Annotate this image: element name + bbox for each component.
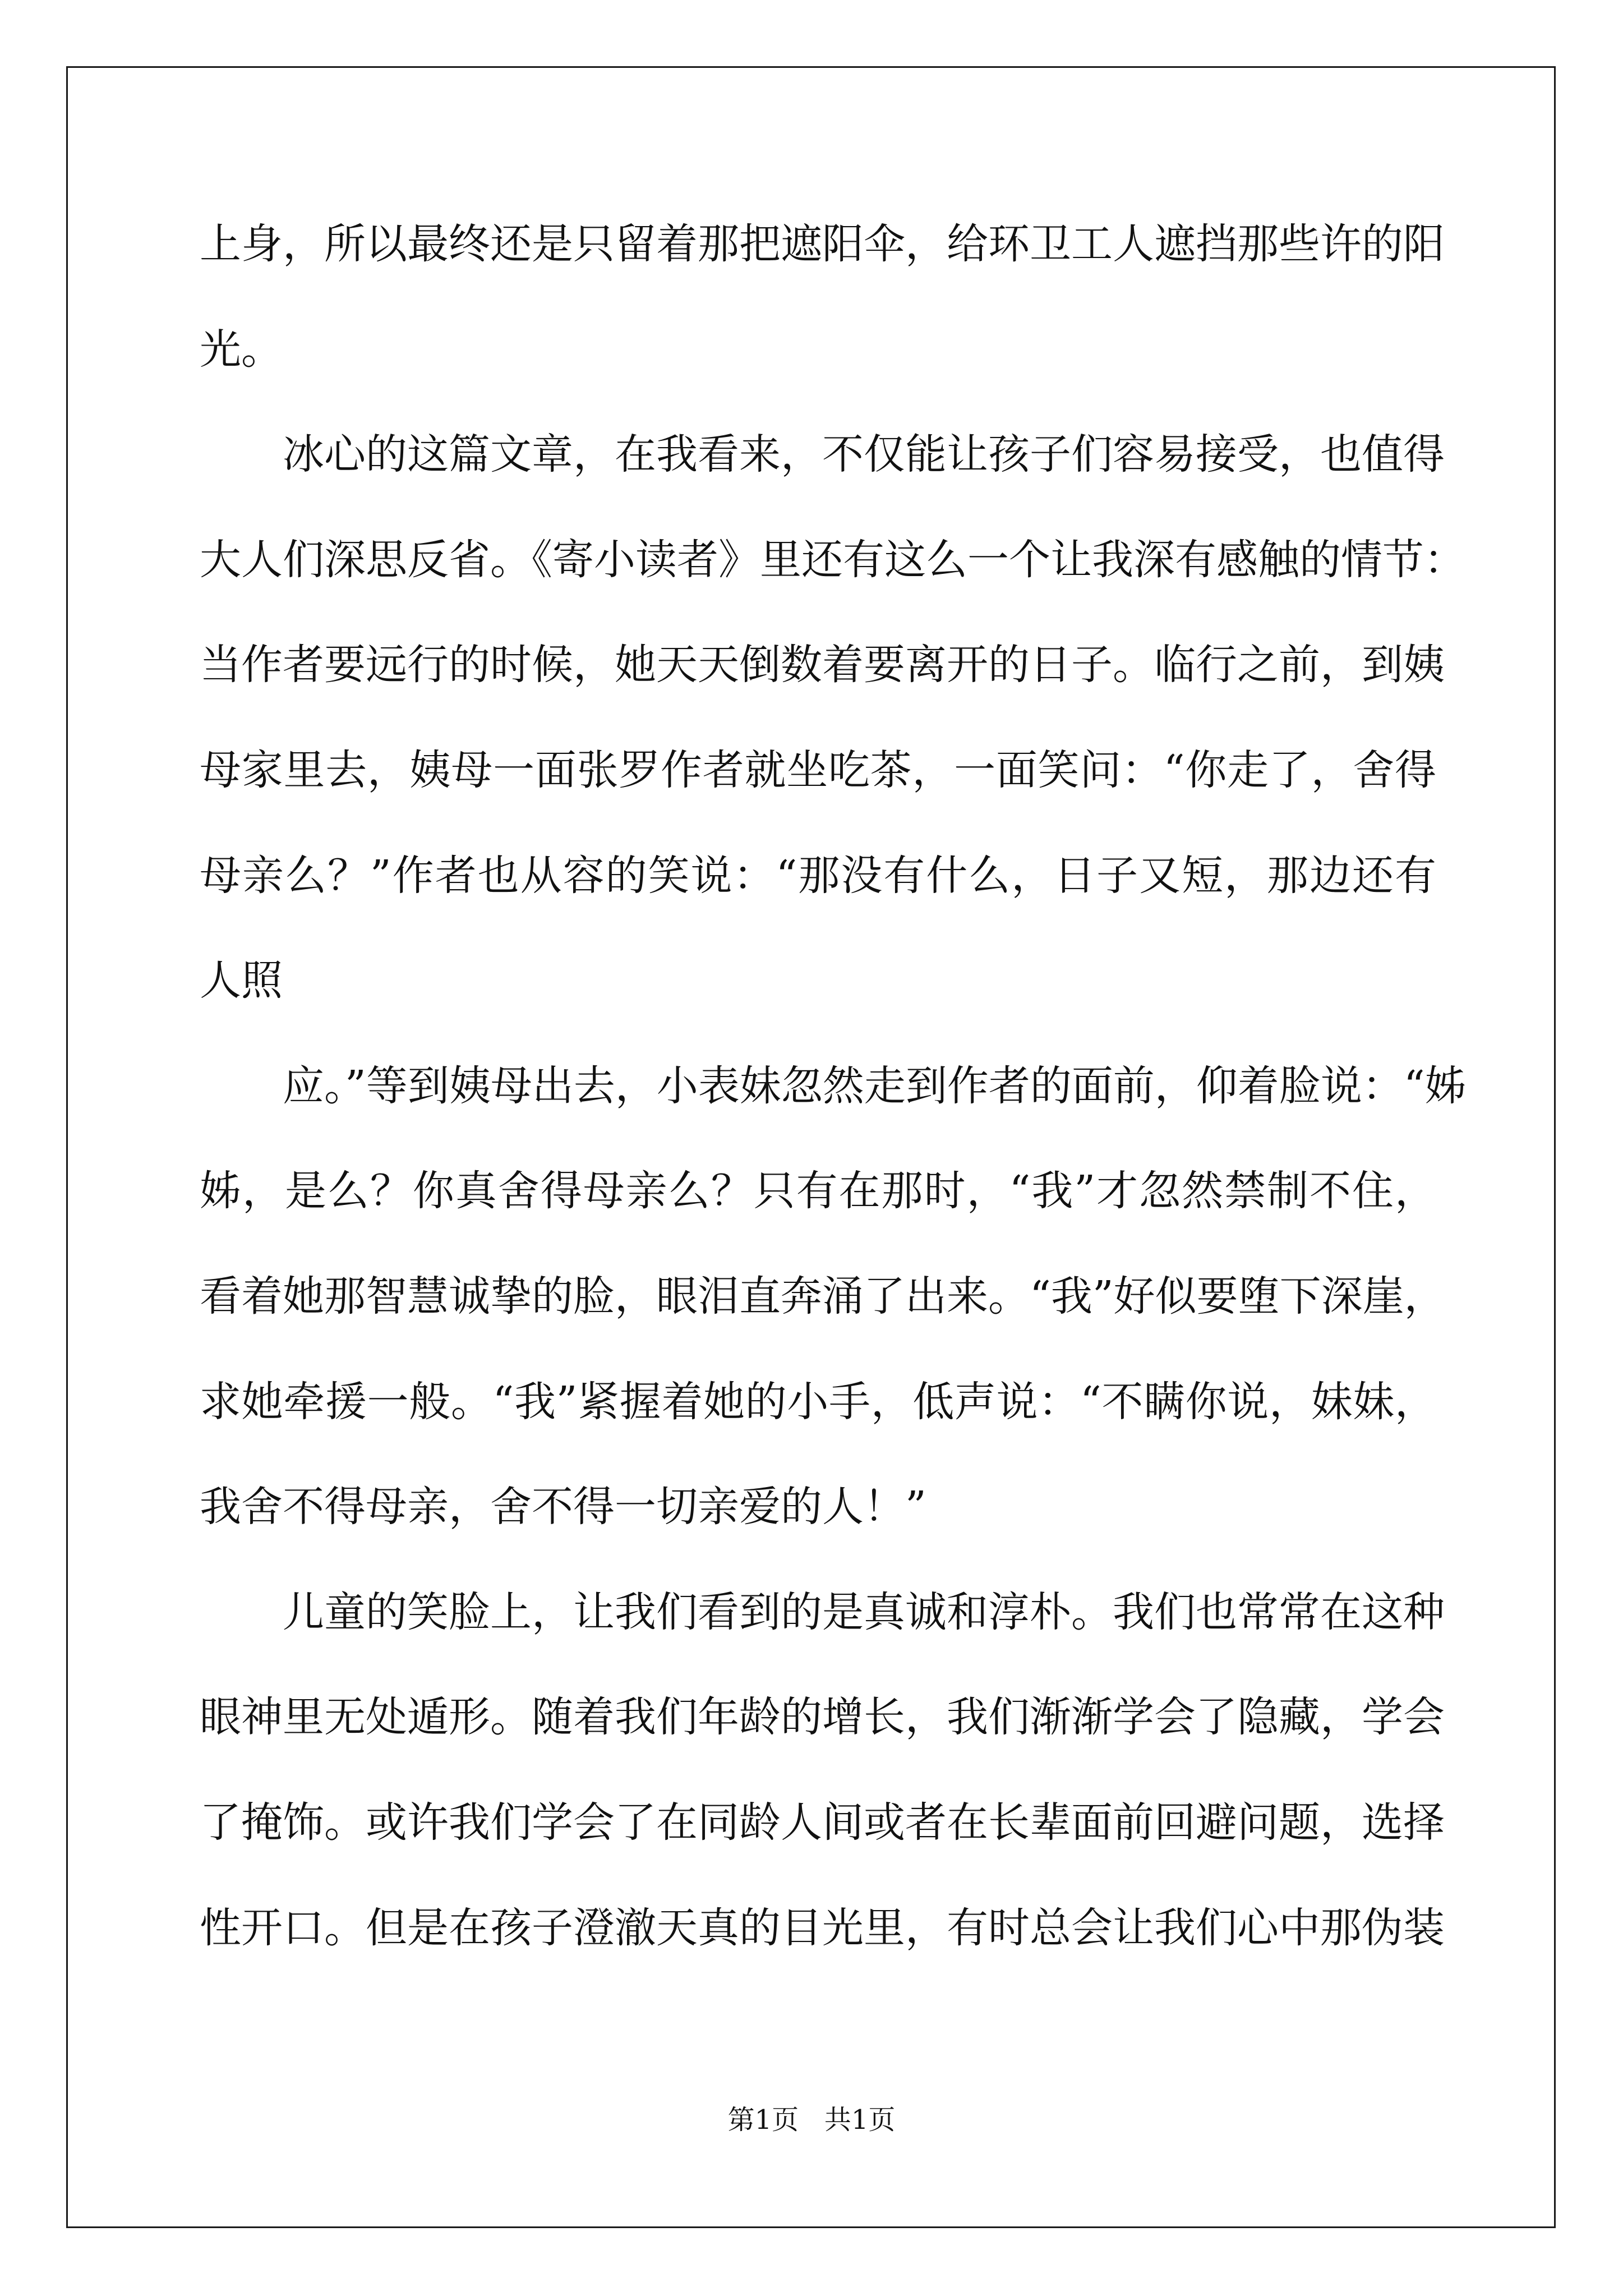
paragraph-first-line: 冰心的这篇文章，在我看来，不仅能让孩子们容易接受，也值得 — [283, 430, 1445, 479]
text-line: 眼神里无处遁形。随着我们年龄的增长，我们渐渐学会了隐藏，学会 — [200, 1693, 1445, 1742]
text-line: 看着她那智慧诚挚的脸，眼泪直奔涌了出来。“我”好似要堕下深崖， — [200, 1272, 1446, 1320]
text-line: 上身，所以最终还是只留着那把遮阳伞，给环卫工人遮挡那些许的阳 — [200, 220, 1445, 268]
document-body — [200, 192, 1467, 1981]
text-line: 母亲么？”作者也从容的笑说：“那没有什么，日子又短，那边还有 — [200, 851, 1436, 900]
text-line: 求她牵援一般。“我”紧握着她的小手，低声说：“不瞒你说，妹妹， — [200, 1377, 1436, 1426]
text-line: 我舍不得母亲，舍不得一切亲爱的人！” — [200, 1483, 926, 1531]
text-line: 母家里去，姨母一面张罗作者就坐吃茶，一面笑问：“你走了，舍得 — [200, 746, 1436, 794]
text-line: 当作者要远行的时候，她天天倒数着要离开的日子。临行之前，到姨 — [200, 641, 1445, 689]
paragraph-first-line: 儿童的笑脸上，让我们看到的是真诚和淳朴。我们也常常在这种 — [283, 1588, 1445, 1636]
text-line: 性开口。但是在孩子澄澈天真的目光里，有时总会让我们心中那伪装 — [200, 1903, 1445, 1952]
text-line: 人照 — [200, 956, 283, 1005]
text-line: 大人们深思反省。《寄小读者》里还有这么一个让我深有感触的情节： — [200, 535, 1465, 584]
text-line: 光。 — [200, 325, 283, 374]
paragraph-first-line: 应。”等到姨母出去，小表妹忽然走到作者的面前，仰着脸说：“姊 — [283, 1061, 1467, 1110]
text-line: 姊，是么？你真舍得母亲么？只有在那时，“我”才忽然禁制不住， — [200, 1167, 1436, 1216]
page-footer: 第1页 共1页 — [727, 2104, 896, 2136]
text-line: 了掩饰。或许我们学会了在同龄人间或者在长辈面前回避问题，选择 — [200, 1798, 1445, 1847]
